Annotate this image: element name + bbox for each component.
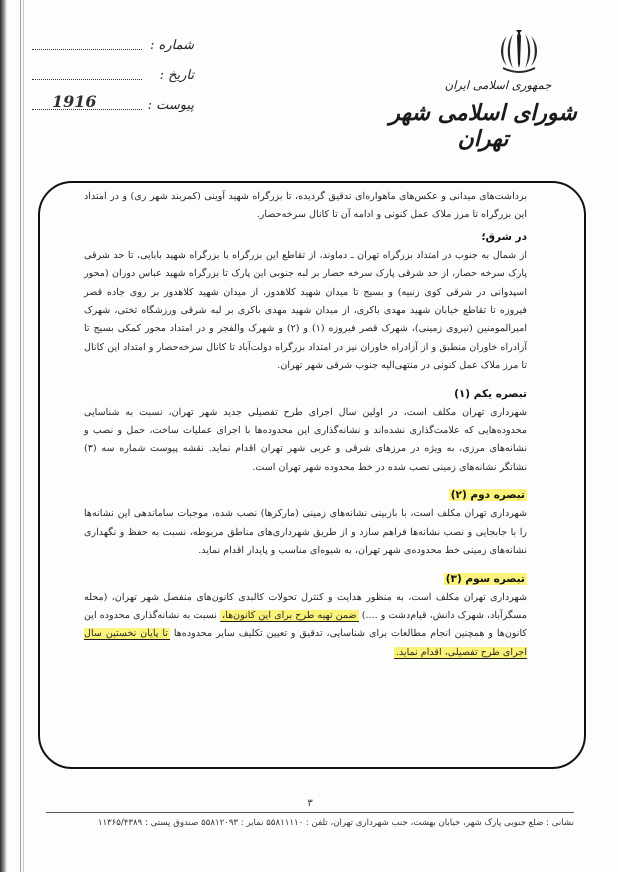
east-paragraph: از شمال به جنوب در امتداد بزرگراه تهران ـ دماوند، از تقاطع این بزرگراه با بزرگراه شهید بابایی، تا حد شرقی پارک سرخه حصار، از حد شرقی پارک سرخه حصار بر لبه جنوبی این پارک تا بزرگراه شهید عباس دوران (محور اسپدوانی در شرقی کوی زنبیه) و بسیج تا میدان شهید کلاهدوز، از میدان شهید کلاهدوز بر روی جاده قصر فیروزه تا تقاطع خیابان شهید مهدی باکری، از میدان شهید مهدی باکری بر لبه شرقی ورزشگاه تختی، شهرک امیرالمومنین (نیروی زمینی)، شهرک قصر فیروزه (۱) و (۲) و شهرک والفجر و در امتداد محور کمکی بسیج تا آزادراه خاوران منطبق و از آزادراه خاوران نیز در امتداد بزرگراه دولت‌آباد تا کانال سرخه‌حصار و امتداد این کانال تا مرز ملاک عمل کنونی در منتهی‌الیه جنوب شرقی شهر تهران. xyxy=(84,249,528,372)
note-3-paragraph xyxy=(84,589,527,663)
note-2-paragraph: شهرداری تهران مکلف است، با بازبینی نشانه‌های زمینی (مارکرها) نصب شده، موجبات ساماندهی این نشانه‌ها را با جابجایی و نصب نشانه‌ها فراهم سازد و از طریق شهرداری‌های مناطق مربوطه، نسبت به حفظ و نگهداری نشانه‌های زمینی خط محدوده‌ی شهر تهران، به شیوه‌ای مناسب و پایدار اقدام نماید. xyxy=(84,508,527,557)
intro-paragraph: برداشت‌های میدانی و عکس‌های ماهواره‌ای تدقیق گردیده، تا بزرگراه شهید آوینی (کمربند شهر ری) و در امتداد این بزرگراه تا مرز ملاک عمل کنونی و ادامه آن تا کانال سرخه‌حصار. xyxy=(84,191,527,221)
note-3-text: شهرداری تهران مکلف است، به منظور هدایت و کنترل تحولات کالبدی کانون‌های منفصل شهر تهران، (محله مسگرآباد، شهرک دانش، قیام‌دشت و ....) xyxy=(84,591,527,621)
east-heading: در شرق؛ xyxy=(481,230,527,243)
note-3-text-continued: نسبت به نشانه‌گذاری محدوده این کانون‌ها و همچنین انجام مطالعات برای شناسایی، تدقیق و تعیین تکلیف سایر محدوده‌ها xyxy=(84,609,527,640)
document-body xyxy=(84,188,527,662)
left-margin-line xyxy=(20,0,21,872)
council-name: شورای اسلامی شهر تهران xyxy=(389,100,577,152)
number-dotted-line xyxy=(32,49,142,50)
date-field xyxy=(24,68,194,83)
footer-divider xyxy=(46,812,574,813)
scan-edge xyxy=(0,0,7,872)
note-3-highlight-plan: ضمن تهیه طرح برای این کانون‌ها، xyxy=(222,609,357,621)
attachment-handwritten-value: 1916 xyxy=(52,92,97,111)
note-2-heading: تبصره دوم (۲) xyxy=(450,489,525,502)
attachment-label: پیوست : xyxy=(147,98,194,113)
republic-name: جمهوری اسلامی ایران xyxy=(444,78,552,92)
note-3-heading: تبصره سوم (۳) xyxy=(445,572,525,585)
note-1-heading: تبصره یکم (۱) xyxy=(454,387,527,400)
number-label: شماره : xyxy=(150,38,194,53)
page-number: ۳ xyxy=(307,798,313,809)
date-dotted-line xyxy=(32,79,142,80)
note-3-highlight-deadline: تا پایان نخستین سال اجرای طرح تفصیلی، اقدام نماید. xyxy=(84,628,527,658)
attachment-field xyxy=(24,92,194,113)
footer-address: نشانی : ضلع جنوبی پارک شهر، خیابان بهشت، جنب شهرداری تهران، تلفن : ۵۵۸۱۱۱۱۰ نمابر : ۵۵۸۱۲۰۹۳ صندوق پستی : ۱۱۳۶۵/۴۳۸۹ xyxy=(97,818,574,828)
number-field xyxy=(24,38,194,53)
note-1-paragraph: شهرداری تهران مکلف است، در اولین سال اجرای طرح تفصیلی جدید شهر تهران، نسبت به شناسایی محدوده‌هایی که علامت‌گذاری نشده‌اند و نشانه‌گذاری این محدوده‌ها با اجرای عملیات ساخت، حمل و نصب و نشانه‌های مرزی، به ویژه در مرزهای شرقی و غربی شهر تهران اقدام نماید. نقشه پیوست شماره سه (۳) نشانگر نشانه‌های زمینی نصب شده در خط محدوده شهر تهران است. xyxy=(84,406,527,473)
left-margin-line xyxy=(23,0,24,872)
iran-emblem-icon xyxy=(493,28,545,76)
date-label: تاریخ : xyxy=(159,68,194,83)
